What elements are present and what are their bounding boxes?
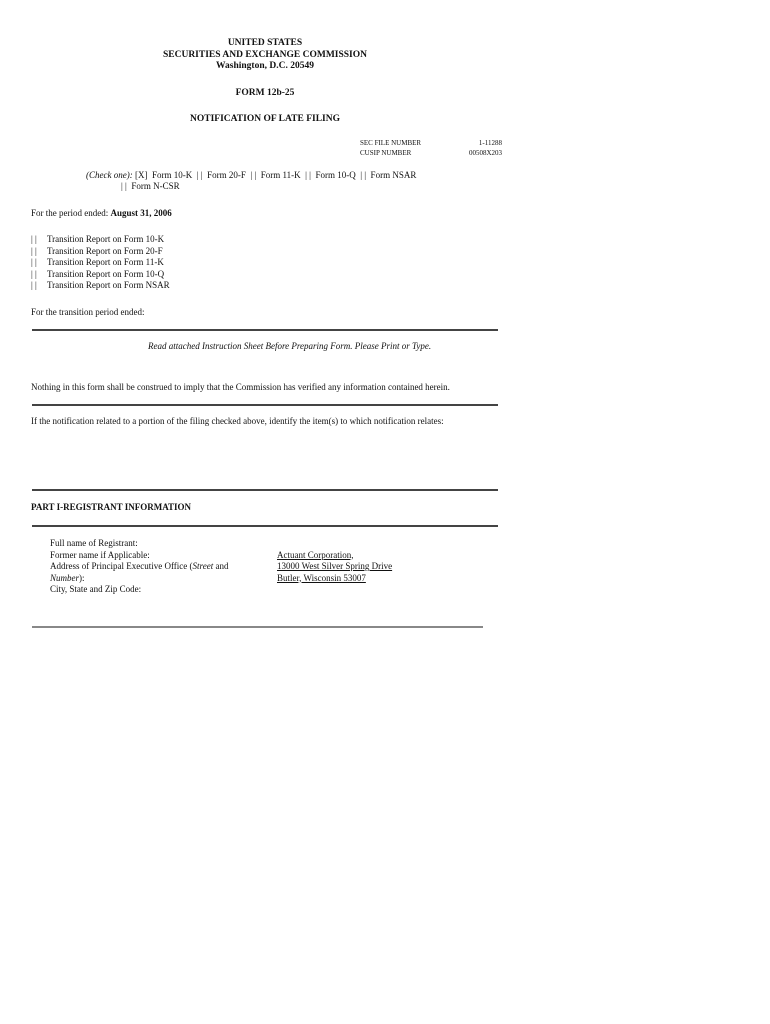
period-label: For the period ended: [31,208,109,218]
checkbox-mark: | | [31,280,37,290]
transition-label: Transition Report on Form 10-K [47,234,165,244]
divider [32,525,498,527]
address-label-close: ): [79,572,85,583]
transition-label: Transition Report on Form 20-F [47,245,163,256]
address-label-number: Number [50,572,79,583]
city-label: City, State and Zip Code: [50,584,142,594]
header-commission: SECURITIES AND EXCHANGE COMMISSION [162,49,368,60]
address-label-street: Street [192,561,214,571]
transition-report-list [31,234,170,292]
former-name-label: Former name if Applicable: [50,549,150,560]
address-label-text: Address of Principal Executive Office ( [50,561,193,571]
checkbox-mark: | | [31,268,37,279]
header-country: UNITED STATES [227,38,303,48]
registrant-name: Actuant Corporation, [277,549,354,560]
divider [32,489,498,491]
list-item [31,246,170,258]
divider [32,404,498,406]
divider [32,329,498,331]
cusip-value: 00508X203 [468,149,502,157]
divider [32,626,483,628]
form-checkbox-options: [X] Form 10-K | | Form 20-F | | Form 11-K | | Form 10-Q | | Form NSAR [134,170,417,180]
header-block [30,38,500,73]
address-label-cont [50,573,277,585]
list-item [31,257,170,269]
registrant-info [50,538,392,596]
checkbox-mark: | | [31,257,37,267]
form-title: FORM 12b-25 [235,88,295,98]
check-one-line1 [86,170,416,182]
address-label-and: and [213,561,229,571]
registrant-city: Butler, Wisconsin 53007 [277,572,366,583]
sec-info-block [360,138,502,158]
full-name-label: Full name of Registrant: [50,538,138,548]
part1-title: PART I-REGISTRANT INFORMATION [31,502,192,512]
transition-period-label: For the transition period ended: [31,307,145,317]
registrant-street: 13000 West Silver Spring Drive [277,561,393,571]
check-one-line2: | | Form N-CSR [121,181,180,191]
instruction-text: Read attached Instruction Sheet Before Preparing Form. Please Print or Type. [148,341,432,351]
sec-file-value: 1-11288 [478,139,502,147]
address-label [50,561,277,573]
list-item [31,269,170,281]
list-item [31,234,170,246]
header-location: Washington, D.C. 20549 [216,61,314,71]
transition-label: Transition Report on Form 11-K [47,257,164,267]
list-item [31,280,170,292]
period-value: August 31, 2006 [110,208,172,218]
checkbox-mark: | | [31,234,37,244]
cusip-label: CUSIP NUMBER [360,149,412,157]
transition-label: Transition Report on Form 10-Q [47,268,165,279]
sec-file-label: SEC FILE NUMBER [360,139,422,147]
disclaimer-text: Nothing in this form shall be construed to imply that the Commission has verified any information contained herein. [31,382,450,392]
transition-label: Transition Report on Form NSAR [47,280,170,290]
notification-title: NOTIFICATION OF LATE FILING [190,114,340,124]
notification-instruction: If the notification related to a portion of the filing checked above, identify the item(s) to which notification relates: [31,416,444,426]
check-one-prefix: (Check one): [86,170,133,180]
checkbox-mark: | | [31,245,37,256]
period-ended [31,208,172,220]
